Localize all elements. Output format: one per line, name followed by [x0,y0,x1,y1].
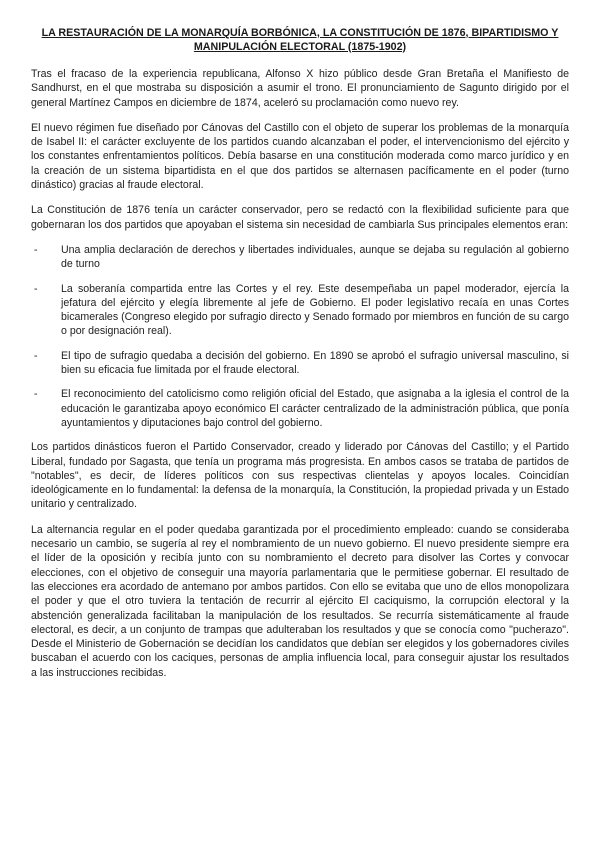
list-item-text: Una amplia declaración de derechos y libertades individuales, aunque se dejaba su regulación al gobierno de turno [61,243,569,271]
list-item-text: El reconocimiento del catolicismo como religión oficial del Estado, que asignaba a la iglesia el control de la educación le garantizaba apoyo económico El carácter centralizado de la administración pública, que ponía ayuntamientos y diputaciones bajo control del gobierno. [61,388,569,429]
paragraph-alternancia-poder: La alternancia regular en el poder quedaba garantizada por el procedimiento empleado: cuando se consideraba necesario un cambio, se sugería al rey el nombramiento de un nuevo gobierno. El nuevo presidente siempre era el líder de la oposición y recibía junto con su nombramiento el decreto para disolver las Cortes y convocar elecciones, con el objetivo de conseguir una mayoría parlamentaria que le permitiese gobernar. El resultado de las elecciones era acordado de antemano por ambos partidos. Con ello se evitaba que uno de ellos monopolizara el poder y que el otro tuviera la tentación de recurrir al ejército El caciquismo, la corrupción electoral y la abstención generalizada facilitaban la manipulación de los resultados. Se recurría sistemáticamente al fraude electoral, es decir, a un conjunto de trampas que adulteraban los resultados y que se conocía como "pucherazo". Desde el Ministerio de Gobernación se decidían los candidatos que debían ser elegidos y los gobernadores civiles buscaban el acuerdo con los caciques, personas de amplia influencia local, para conseguir ajustar los resultados a las instrucciones recibidas. [31,523,569,679]
list-item-derechos [31,243,569,272]
list-item-text: La soberanía compartida entre las Cortes y el rey. Este desempeñaba un papel moderador, ejercía la jefatura del ejército y elegía libremente al jefe de Gobierno. El poder legislativo recaía en unas Cortes bicamerales (Congreso elegido por sufragio directo y Senado formado por miembros en función de su cargo o por designación real). [61,282,569,338]
bullet-dash: - [34,388,38,401]
constitution-elements-list [31,243,569,430]
bullet-dash: - [34,282,38,295]
list-item-catolicismo [31,387,569,430]
bullet-dash: - [34,243,38,256]
list-item-soberania [31,282,569,339]
list-item-sufragio [31,349,569,378]
paragraph-partidos-dinasticos: Los partidos dinásticos fueron el Partido Conservador, creado y liderado por Cánovas del Castillo; y el Partido Liberal, fundado por Sagasta, que tenía un programa más progresista. En ambos casos se trataba de partidos de "notables", es decir, de líderes políticos con sus respectivas clientelas y apoyos locales. Coincidían ideológicamente en lo fundamental: la defensa de la monarquía, la Constitución, la propiedad privada y un Estado unitario y centralizado. [31,441,569,511]
paragraph-constitucion-1876: La Constitución de 1876 tenía un carácter conservador, pero se redactó con la flexibilidad suficiente para que gobernaran los dos partidos que apoyaban el sistema sin necesidad de cambiarla Sus principales elementos eran: [31,204,569,231]
paragraph-nuevo-regimen: El nuevo régimen fue diseñado por Cánovas del Castillo con el objeto de superar los problemas de la monarquía de Isabel II: el carácter excluyente de los partidos cuando alcanzaban el poder, el intervencionismo del ejército y los constantes enfrentamientos políticos. Debía basarse en una constitución moderada como marco jurídico y en la creación de un sistema bipartidista en el que dos partidos se alternasen pacíficamente en el poder (turno dinástico) gracias al fraude electoral. [31,121,569,192]
paragraph-manifiesto-sandhurst: Tras el fracaso de la experiencia republicana, Alfonso X hizo público desde Gran Bretaña el Manifiesto de Sandhurst, en el que mostraba su disposición a asumir el trono. El pronunciamiento de Sagunto dirigido por el general Martínez Campos en diciembre de 1874, aceleró su proclamación como nuevo rey. [31,68,569,109]
bullet-dash: - [34,349,38,362]
list-item-text: El tipo de sufragio quedaba a decisión del gobierno. En 1890 se aprobó el sufragio universal masculino, si bien su eficacia fue limitada por el fraude electoral. [61,349,569,377]
document-title: LA RESTAURACIÓN DE LA MONARQUÍA BORBÓNICA, LA CONSTITUCIÓN DE 1876, BIPARTIDISMO Y MANIPULACIÓN ELECTORAL (1875-1902) [41,27,559,53]
